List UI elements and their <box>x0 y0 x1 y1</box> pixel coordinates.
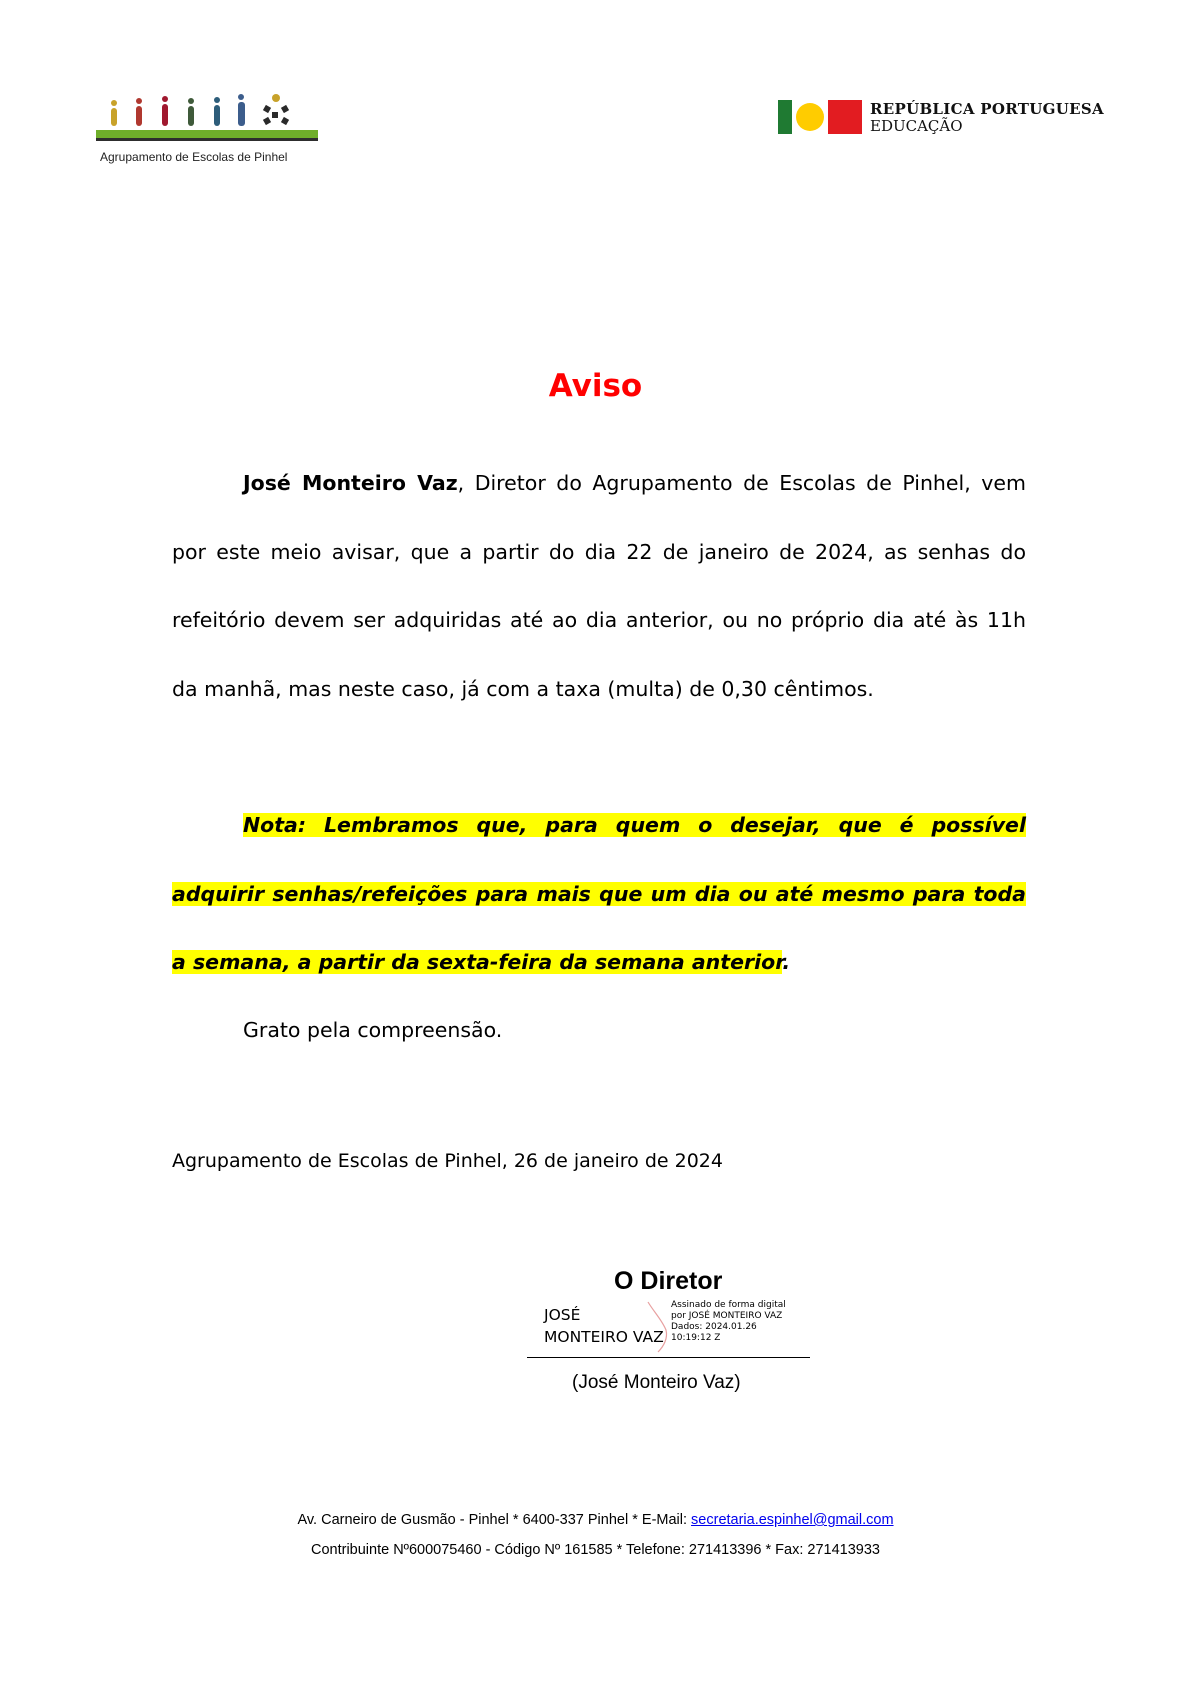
signature-detail: 10:19:12 Z <box>671 1333 721 1343</box>
signature-printed-name: (José Monteiro Vaz) <box>572 1372 741 1393</box>
signature-detail: Assinado de forma digital <box>671 1300 786 1310</box>
body-paragraph <box>172 449 1026 723</box>
school-logo <box>96 92 326 172</box>
note-highlight: Nota: Lembramos que, para quem o desejar, que é possível adquirir senhas/refeições para mais que um dia ou até mesmo para toda a semana, a partir da sexta-feira da semana anterior <box>172 813 1026 974</box>
educacao-text: EDUCAÇÃO <box>870 117 963 135</box>
republica-portuguesa-logo <box>778 100 1108 140</box>
body-paragraph-text: , Diretor do Agrupamento de Escolas de Pinhel, vem por este meio avisar, que a partir do dia 22 de janeiro de 2024, as senhas do refeitório devem ser adquiridas até ao dia anterior, ou no próprio dia até às 11h da manhã, mas neste caso, já com a taxa (multa) de 0,30 cêntimos. <box>172 471 1026 701</box>
school-logo-caption: Agrupamento de Escolas de Pinhel <box>100 150 288 164</box>
signer-name-line2: MONTEIRO VAZ <box>544 1328 664 1346</box>
signature-detail: Dados: 2024.01.26 <box>671 1322 757 1332</box>
footer-address-text: Av. Carneiro de Gusmão - Pinhel * 6400-337 Pinhel * E-Mail: <box>297 1512 692 1528</box>
note-paragraph <box>172 791 1026 997</box>
republica-portuguesa-emblem <box>778 100 868 134</box>
note-end: . <box>782 950 791 974</box>
signature-title: O Diretor <box>614 1267 723 1295</box>
page-title: Aviso <box>548 368 643 404</box>
school-logo-graphic <box>96 92 326 152</box>
footer-contacts: Contribuinte Nº600075460 - Código Nº 161585 * Telefone: 271413396 * Fax: 271413933 <box>310 1542 880 1558</box>
signature-detail: por JOSÉ MONTEIRO VAZ <box>671 1311 783 1321</box>
closing-paragraph: Grato pela compreensão. <box>243 1018 503 1042</box>
footer-email-link[interactable]: secretaria.espinhel@gmail.com <box>691 1512 894 1528</box>
digital-signature-details <box>671 1300 786 1344</box>
signer-name-line1: JOSÉ <box>544 1306 581 1324</box>
place-date: Agrupamento de Escolas de Pinhel, 26 de janeiro de 2024 <box>172 1150 723 1172</box>
republica-portuguesa-text: REPÚBLICA PORTUGUESA <box>870 100 1104 118</box>
signature-line <box>527 1357 810 1358</box>
director-name: José Monteiro Vaz <box>243 471 458 495</box>
footer-address <box>0 1512 1191 1528</box>
